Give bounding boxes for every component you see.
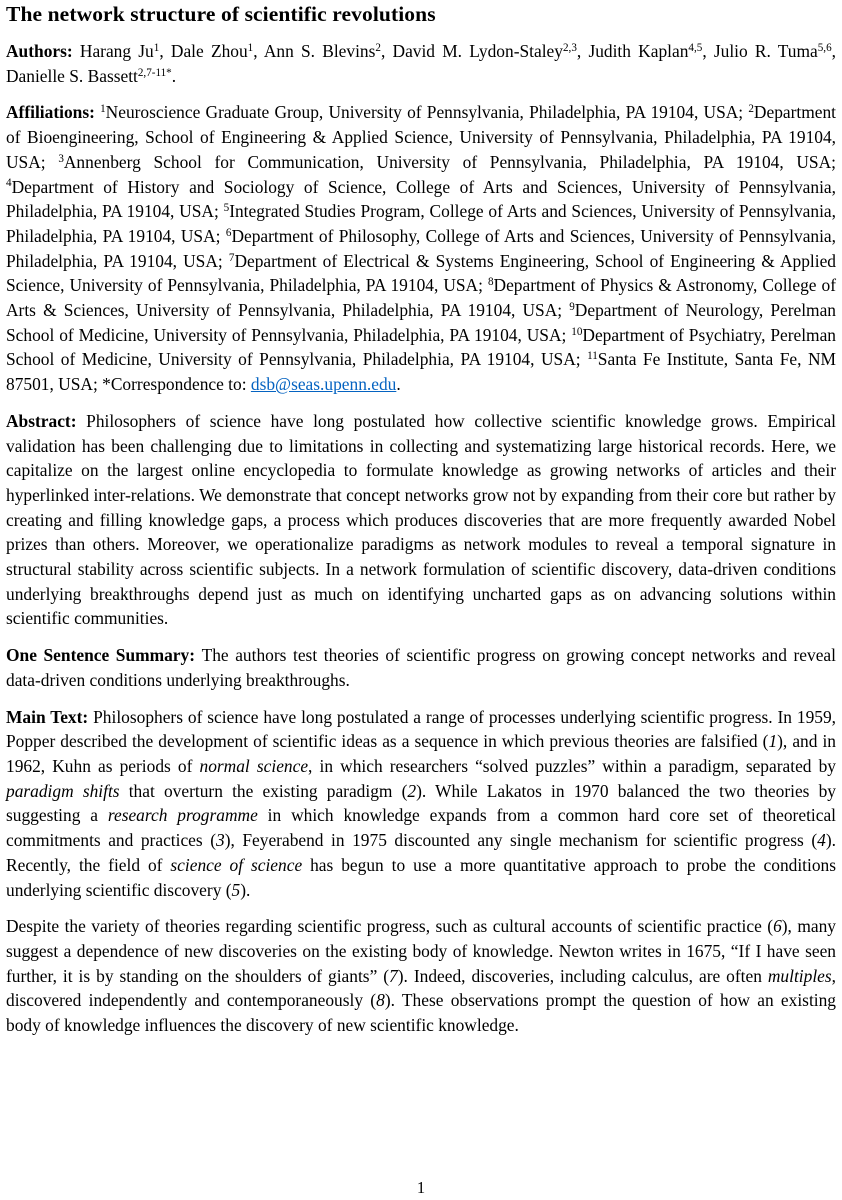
correspondence-email-link[interactable]: dsb@seas.upenn.edu [250,374,397,395]
authors-paragraph: Authors: Harang Ju$^1$, Dale Zhou$^1$, Ann S. Blevins$^2$, David M. Lydon-Staley$^{2,3}$, Judith Kaplan$^{4,5}$, Julio R. Tuma$^{5,6}$, Danielle S. Bassett$^{2,7-11*}$. [6,41,836,86]
affiliations-paragraph: Affiliations: $^1$Neuroscience Graduate Group, University of Pennsylvania, Philadelphia, PA 19104, USA; $^2$Department of Bioengineering, School of Engineering & Applied Science, University of Pennsylvania, Philadelphia, PA 19104, USA; $^3$Annenberg School for Communication, University of Pennsylvania, Philadelphia, PA 19104, USA; $^4$Department of History and Sociology of Science, College of Arts and Sciences, University of Pennsylvania, Philadelphia, PA 19104, USA; $^5$Integrated Studies Program, College of Arts and Sciences, University of Pennsylvania, Philadelphia, PA 19104, USA; $^6$Department of Philosophy, College of Arts and Sciences, University of Pennsylvania, Philadelphia, PA 19104, USA; $^7$Department of Electrical & Systems Engineering, School of Engineering & Applied Science, University of Pennsylvania, Philadelphia, PA 19104, USA; $^8$Department of Physics & Astronomy, College of Arts & Sciences, University of Pennsylvania, Philadelphia, PA 19104, USA; $^9$Department of Neurology, Perelman School of Medicine, University of Pennsylvania, Philadelphia, PA 19104, USA; $^{10}$Department of Psychiatry, Perelman School of Medicine, University of Pennsylvania, Philadelphia, PA 19104, USA; $^{11}$Santa Fe Institute, Santa Fe, NM 87501, USA; *Correspondence to: dsb@seas.upenn.edu. [6,102,837,395]
paper-title: The network structure of scientific revolutions [6,2,436,26]
main-text-paragraph-1: Main Text: Philosophers of science have long postulated a range of processes underlying scientific progress. In 1959, Popper described the development of scientific ideas as a sequence in which previous theories are falsified (1), and in 1962, Kuhn as periods of normal science, in which researchers “solved puzzles” within a paradigm, separated by paradigm shifts that overturn the existing paradigm (2). While Lakatos in 1970 balanced the two theories by suggesting a research programme in which knowledge expands from a common hard core set of theoretical commitments and practices (3), Feyerabend in 1975 discounted any single mechanism for scientific progress (4). Recently, the field of science of science has begun to use a more quantitative approach to probe the conditions underlying scientific discovery (5). [6,706,837,900]
page-number: 1 [416,1178,426,1197]
abstract-paragraph: Abstract: Philosophers of science have long postulated how collective scientific knowledge grows. Empirical validation has been challenging due to limitations in collecting and systematizing large historical records. Here, we capitalize on the largest online encyclopedia to formulate knowledge as growing networks of articles and their hyperlinked inter-relations. We demonstrate that concept networks grow not by expanding from their core but rather by creating and filling knowledge gaps, a process which produces discoveries that are more frequently awarded Nobel prizes than others. Moreover, we operationalize paradigms as network modules to reveal a temporal signature in structural stability across scientific subjects. In a network formulation of scientific discovery, data-driven conditions underlying breakthroughs depend just as much on identifying uncharted gaps as on advancing solutions within scientific communities. [6,410,836,629]
one-sentence-summary-paragraph: One Sentence Summary: The authors test theories of scientific progress on growing concept networks and reveal data-driven conditions underlying breakthroughs. [6,645,836,690]
main-text-paragraph-2: Despite the variety of theories regarding scientific progress, such as cultural accounts of scientific practice (6), many suggest a dependence of new discoveries on the existing body of knowledge. Newton writes in 1675, “If I have seen further, it is by standing on the shoulders of giants” (7). Indeed, discoveries, including calculus, are often multiples, discovered independently and contemporaneously (8). These observations prompt the question of how an existing body of knowledge influences the discovery of new scientific knowledge. [6,916,837,1036]
